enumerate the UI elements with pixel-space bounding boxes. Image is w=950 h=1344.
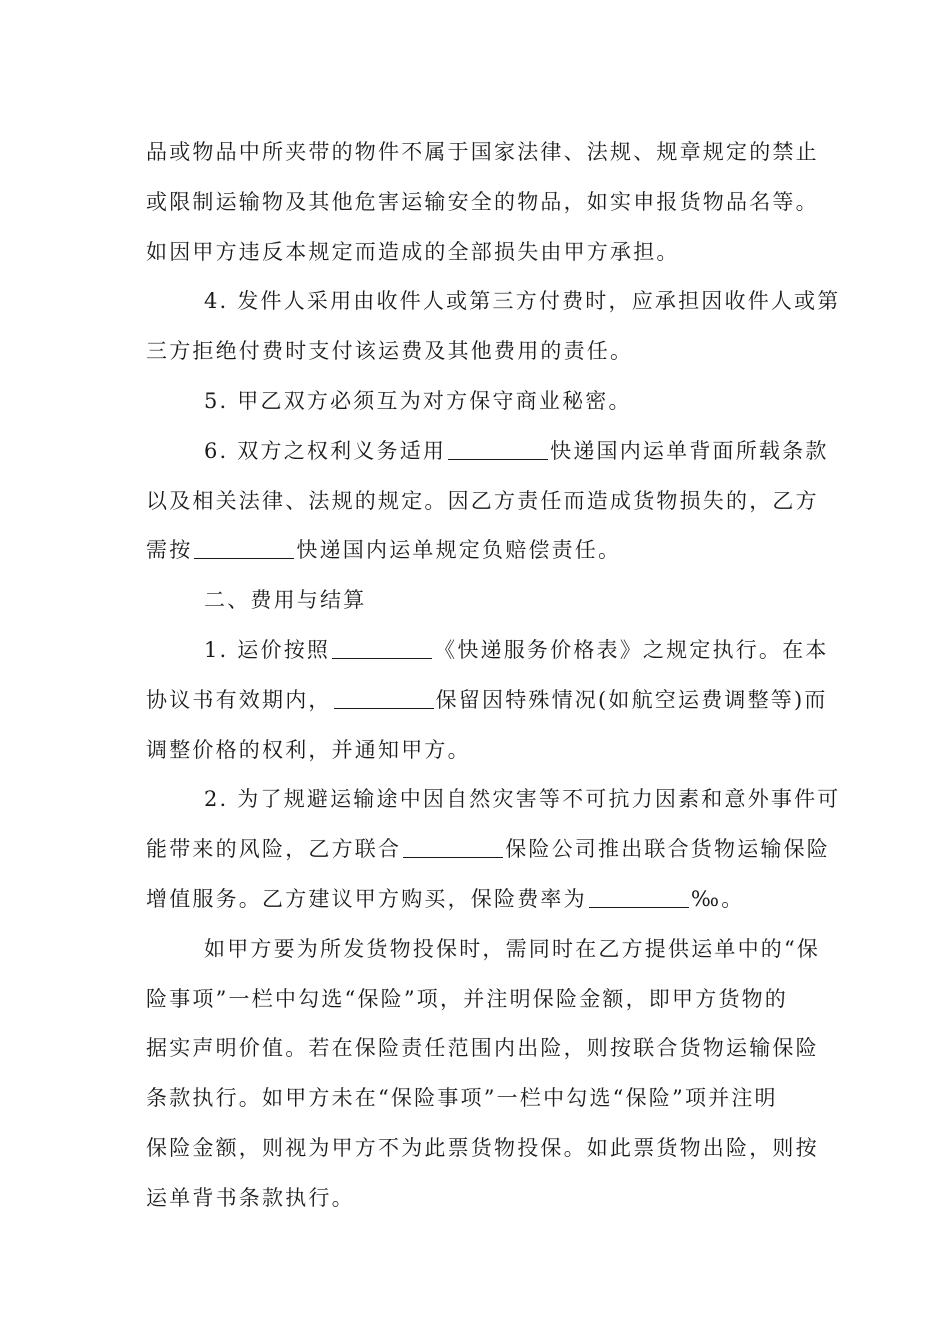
- line-text: 快递国内运单背面所载条款: [550, 438, 829, 463]
- line-text: 1. 运价按照: [204, 637, 331, 662]
- fill-in-blank: [448, 438, 548, 460]
- line-text: 《快递服务价格表》之规定执行。在本: [434, 637, 829, 662]
- paragraph-line: 险事项”一栏中勾选“保险”项，并注明保险金额，即甲方货物的: [146, 986, 789, 1011]
- fill-in-blank: [194, 537, 294, 559]
- fill-in-blank: [403, 836, 503, 858]
- line-text: 协议书有效期内，: [146, 687, 332, 712]
- line-text: 增值服务。乙方建议甲方购买，保险费率为: [146, 886, 587, 911]
- paragraph-line: 调整价格的权利，并通知甲方。: [146, 737, 471, 762]
- fill-in-blank: [334, 687, 434, 709]
- paragraph-line: 如因甲方违反本规定而造成的全部损失由甲方承担。: [146, 239, 680, 264]
- paragraph-line: [146, 630, 829, 680]
- paragraph-line: [146, 530, 808, 580]
- paragraph-line: 条款执行。如甲方未在“保险事项”一栏中勾选“保险”项并注明: [146, 1086, 778, 1111]
- section-heading: 二、费用与结算: [204, 588, 367, 613]
- line-text: 6. 双方之权利义务适用: [204, 438, 447, 463]
- paragraph-line: 5. 甲乙双方必须互为对方保守商业秘密。: [204, 388, 632, 413]
- paragraph-line: 保险金额，则视为甲方不为此票货物投保。如此票货物出险，则按: [146, 1135, 819, 1160]
- paragraph-line: 或限制运输物及其他危害运输安全的物品，如实申报货物品名等。: [146, 189, 819, 214]
- paragraph-line: 品或物品中所夹带的物件不属于国家法律、法规、规章规定的禁止: [146, 140, 819, 164]
- paragraph-line: 如甲方要为所发货物投保时，需同时在乙方提供运单中的“保: [204, 936, 821, 961]
- paragraph-line: 以及相关法律、法规的规定。因乙方责任而造成货物损失的，乙方: [146, 488, 819, 513]
- paragraph-line: [146, 680, 828, 730]
- document-body: [146, 132, 841, 1228]
- paragraph-line: [146, 829, 831, 879]
- paragraph-line: 2. 为了规避运输途中因自然灾害等不可抗力因素和意外事件可: [204, 787, 841, 812]
- fill-in-blank: [589, 886, 689, 908]
- line-text: 保留因特殊情况(如航空运费调整等)而: [435, 687, 828, 712]
- line-text: ‰。: [690, 886, 745, 911]
- paragraph-line: [146, 431, 829, 481]
- line-text: 保险公司推出联合货物运输保险: [505, 837, 831, 862]
- paragraph-line: 4. 发件人采用由收件人或第三方付费时，应承担因收件人或第: [204, 289, 841, 314]
- paragraph-line: [146, 879, 808, 929]
- line-text: 能带来的风险，乙方联合: [146, 837, 402, 862]
- paragraph-line: 三方拒绝付费时支付该运费及其他费用的责任。: [146, 339, 634, 364]
- paragraph-line: 据实声明价值。若在保险责任范围内出险，则按联合货物运输保险: [146, 1036, 819, 1061]
- line-text: 需按: [146, 538, 193, 563]
- fill-in-blank: [332, 637, 432, 659]
- line-text: 快递国内运单规定负赔偿责任。: [296, 538, 622, 563]
- paragraph-line: 运单背书条款执行。: [146, 1185, 355, 1210]
